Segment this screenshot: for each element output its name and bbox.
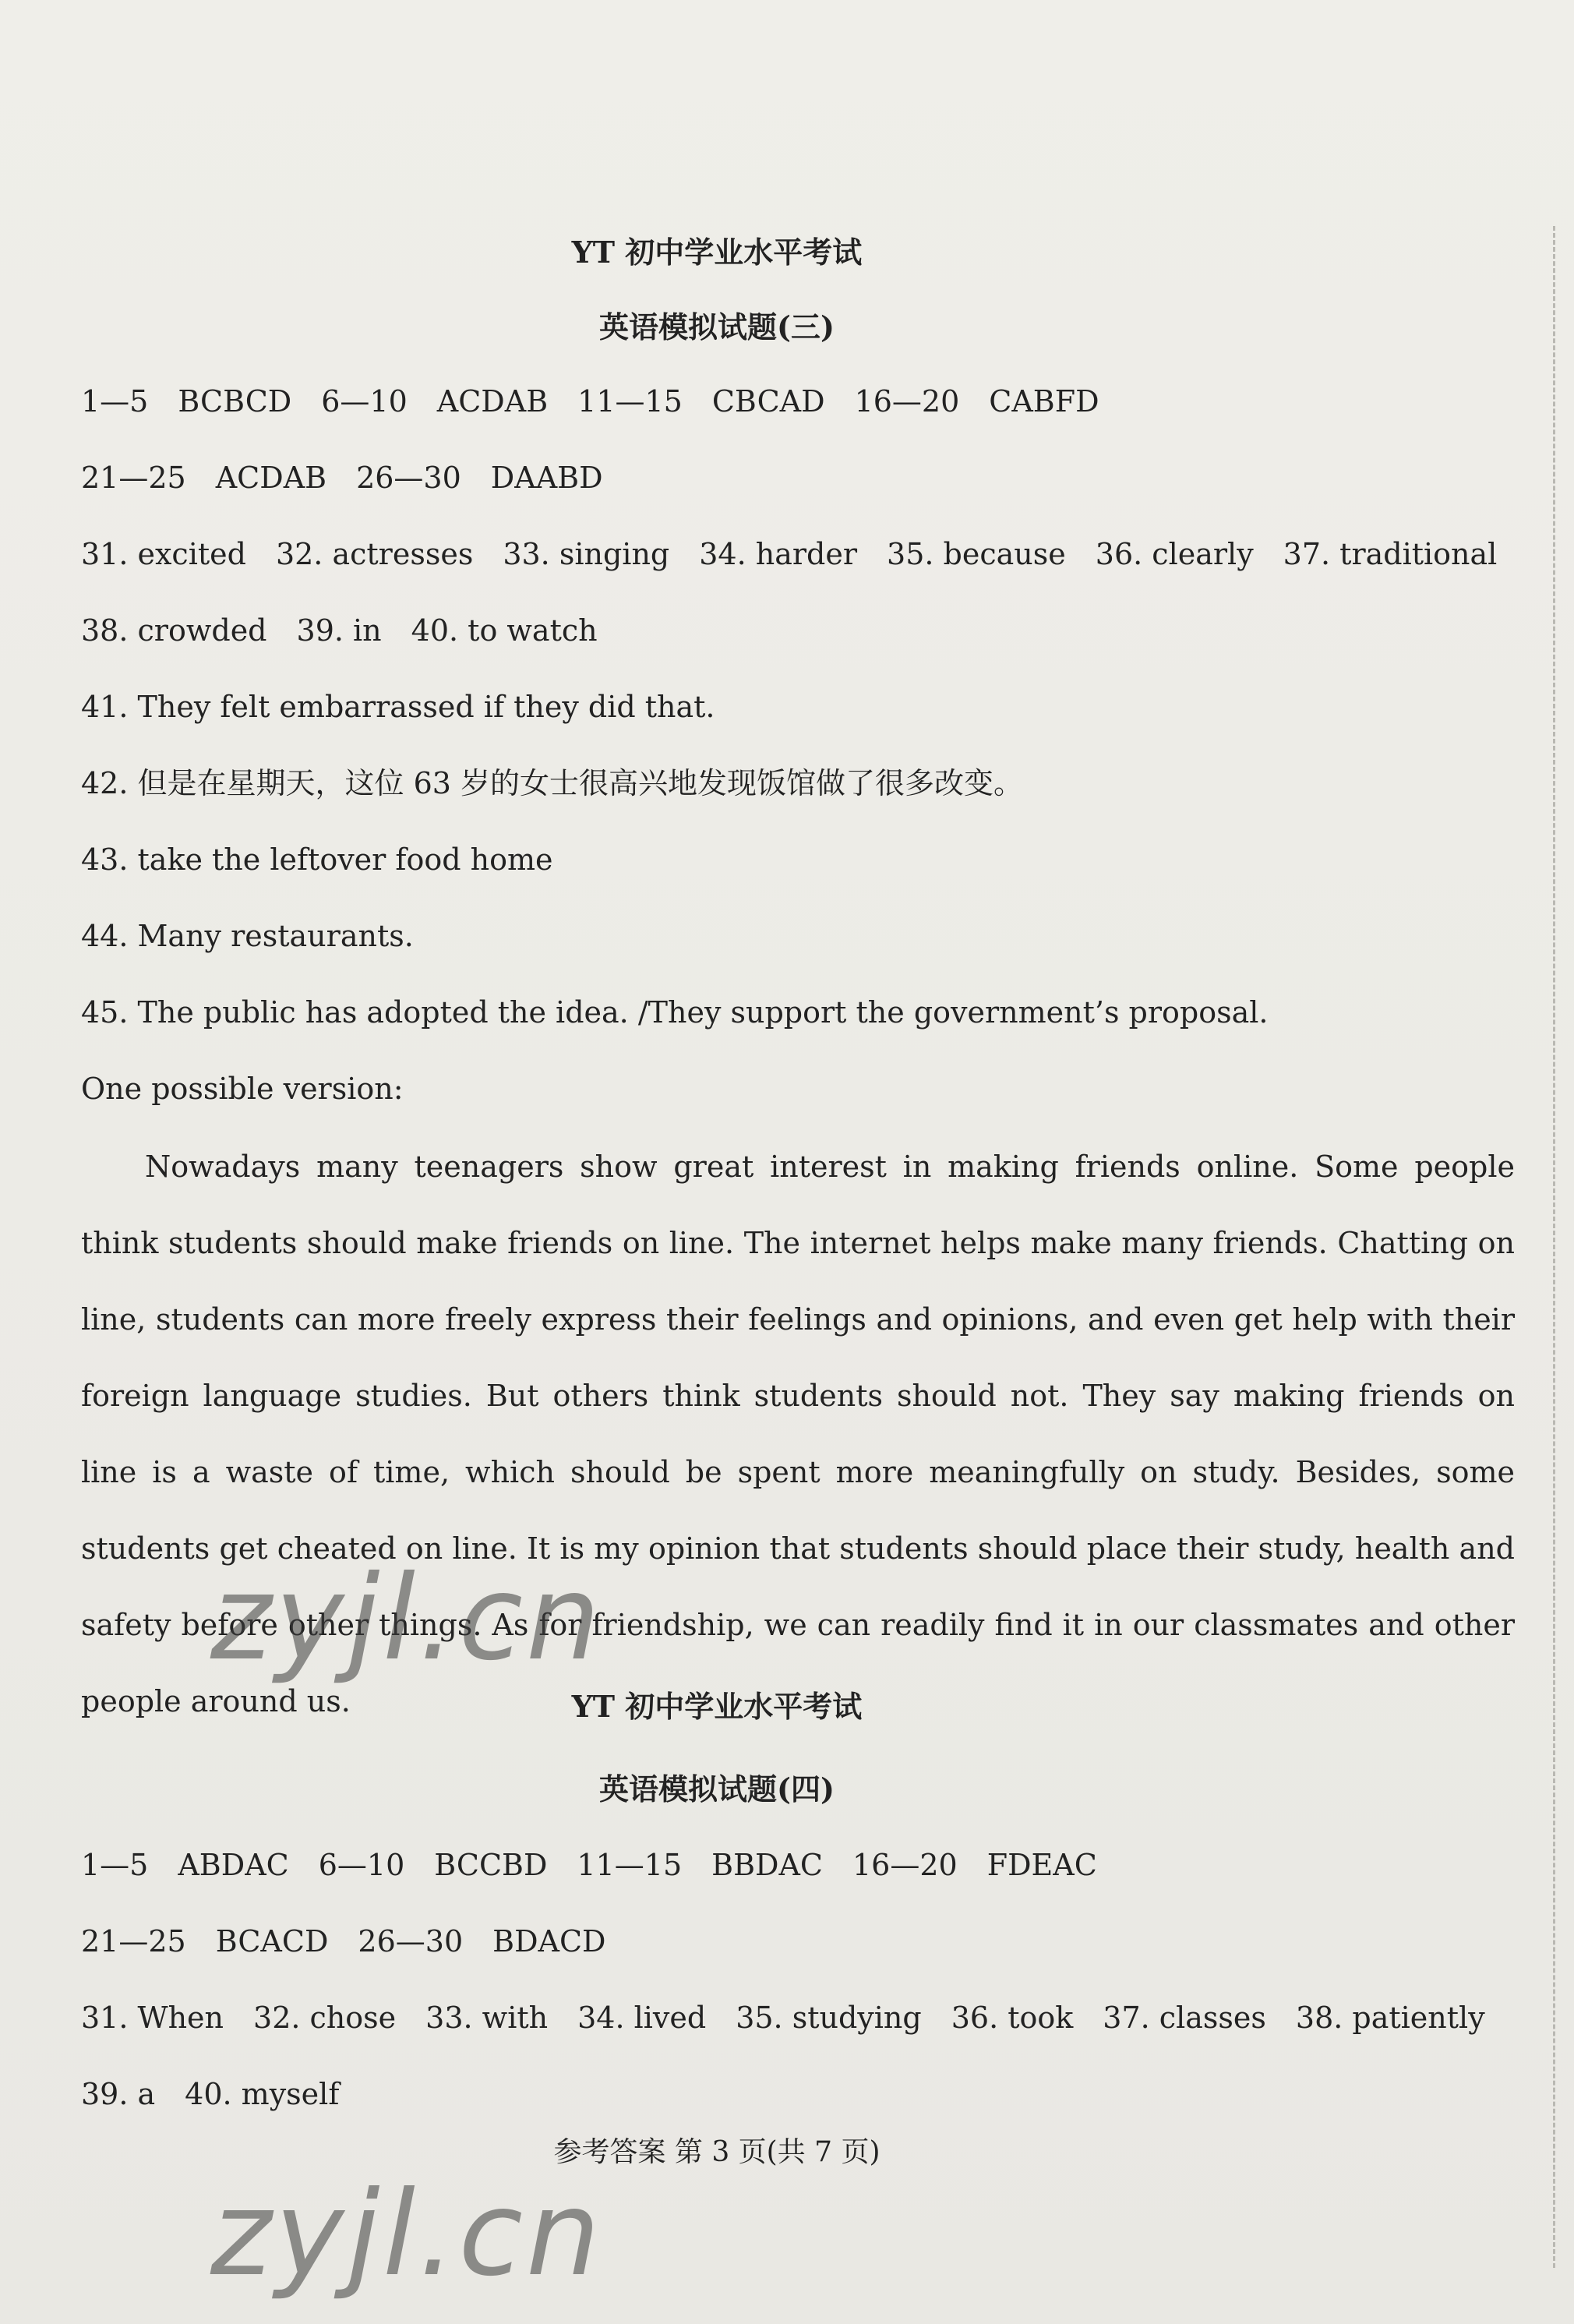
answer-group: ACDAB [436,384,549,419]
section3-test-title: 英语模拟试题(三) [599,309,835,344]
range-label: 26—30 [358,1924,464,1958]
section4-answers-row2 [81,1923,606,1959]
answer-item: 39. a [81,2077,156,2111]
answer-41: 41. They felt embarrassed if they did that. [81,690,715,724]
answer-group: FDEAC [986,1848,1097,1882]
answer-group: CABFD [989,384,1099,419]
range-label: 11—15 [577,384,683,419]
range-label: 1—5 [81,384,149,419]
answer-43: 43. take the leftover food home [81,842,553,877]
answer-item: 40. to watch [411,613,598,648]
answer-item: 38. crowded [81,613,267,648]
answer-item: 39. in [296,613,382,648]
answer-item: 35. studying [736,2001,922,2035]
answer-item: 33. singing [503,537,670,571]
section3-answers-row4 [81,613,598,648]
answer-group: BCACD [215,1924,329,1958]
answer-group: BCBCD [178,384,292,419]
sample-essay: Nowadays many teenagers show great interest in making friends online. Some people think students should make friends on line. The internet helps make many friends. Chatting on line, students can more freely express their feelings and opinions, and even get help with their foreign language studies. But others think students should not. They say making friends on line is a waste of time, which should be spent more meaningfully on study. Besides, some students get cheated on line. It is my opinion that students should place their study, health and safety before other things. As for friendship, we can readily find it in our classmates and other people around us. [81,1150,1515,1718]
range-label: 6—10 [318,1848,405,1882]
range-label: 1—5 [81,1848,149,1882]
answer-item: 36. took [951,2001,1074,2035]
answer-item: 40. myself [185,2077,340,2111]
answer-group: ACDAB [215,461,327,495]
version-label: One possible version: [81,1072,404,1106]
section3-answers-row3 [81,536,1497,572]
range-label: 16—20 [854,384,960,419]
section4-test-title: 英语模拟试题(四) [599,1771,835,1807]
answer-item: 35. because [887,537,1066,571]
section4-answers-row1 [81,1847,1097,1883]
answer-item: 37. traditional [1283,537,1498,571]
section4-exam-title: YT 初中学业水平考试 [571,1689,863,1724]
section4-answers-row4 [81,2076,339,2112]
answer-44: 44. Many restaurants. [81,919,414,953]
answer-item: 33. with [425,2001,549,2035]
answer-item: 34. lived [577,2001,707,2035]
answer-42: 42. 但是在星期天，这位 63 岁的女士很高兴地发现饭馆做了很多改变。 [81,766,1024,800]
answer-group: ABDAC [178,1848,289,1882]
range-label: 21—25 [81,1924,186,1958]
answer-group: BDACD [492,1924,606,1958]
section3-answers-row2 [81,460,603,496]
range-label: 26—30 [356,461,461,495]
answer-group: DAABD [490,461,603,495]
section3-exam-title: YT 初中学业水平考试 [571,235,863,270]
range-label: 11—15 [577,1848,683,1882]
answer-item: 31. excited [81,537,246,571]
answer-45: 45. The public has adopted the idea. /They support the government’s proposal. [81,995,1269,1030]
section3-answers-row1 [81,383,1099,419]
range-label: 16—20 [852,1848,958,1882]
answer-item: 36. clearly [1095,537,1254,571]
section4-answers-row3 [81,2000,1485,2036]
answer-group: BBDAC [711,1848,823,1882]
page-footer: 参考答案 第 3 页(共 7 页) [553,2136,881,2168]
answer-item: 31. When [81,2001,224,2035]
answer-item: 38. patiently [1295,2001,1485,2035]
answer-item: 34. harder [699,537,858,571]
answer-item: 32. actresses [275,537,474,571]
range-label: 6—10 [321,384,408,419]
watermark-mid: zyjl.cn [210,1551,604,1686]
range-label: 21—25 [81,461,186,495]
answer-item: 32. chose [253,2001,397,2035]
answer-item: 37. classes [1103,2001,1266,2035]
answer-group: CBCAD [711,384,825,419]
binding-margin-line [1553,226,1555,2268]
answer-group: BCCBD [434,1848,548,1882]
watermark-bottom: zyjl.cn [210,2167,604,2302]
